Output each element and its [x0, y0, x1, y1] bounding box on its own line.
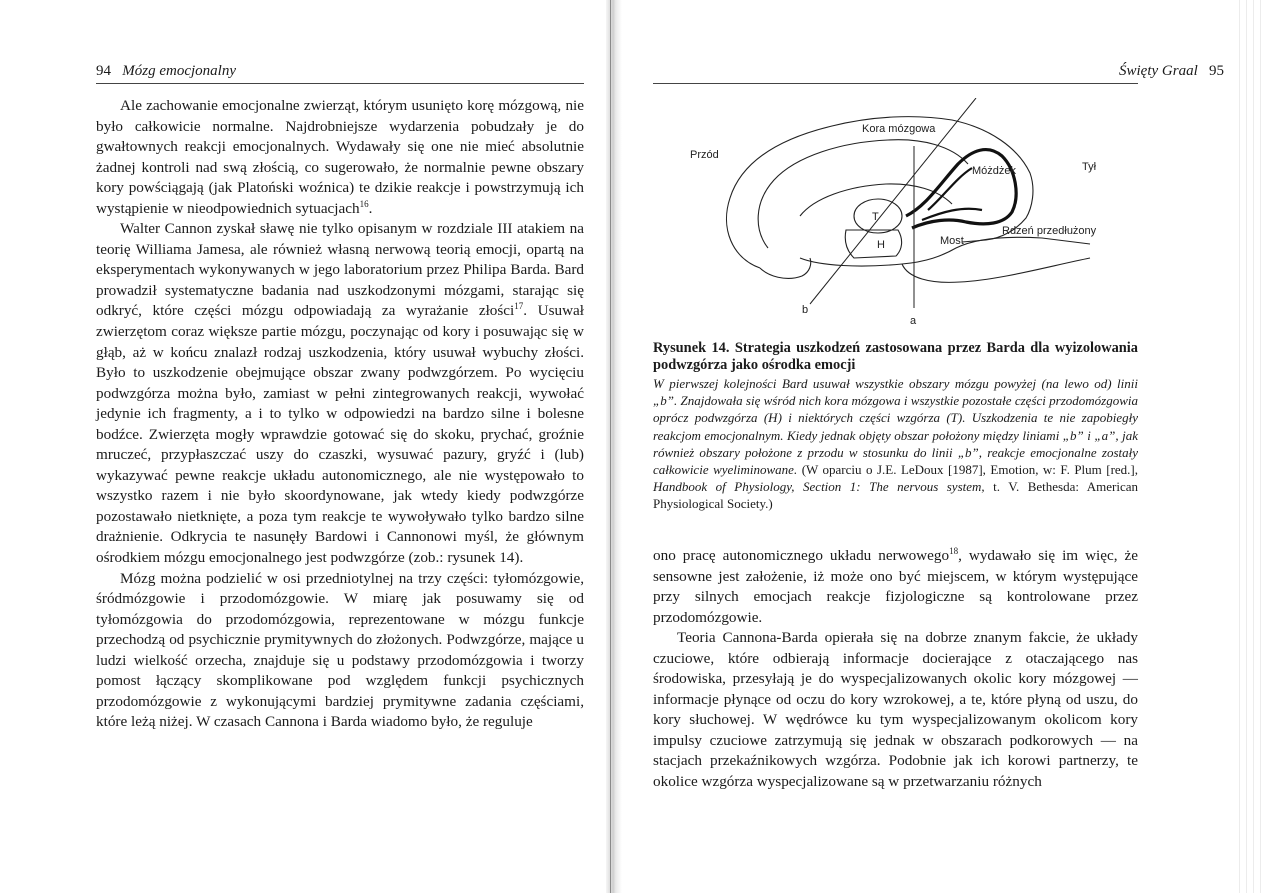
label-back: Tył	[1082, 161, 1097, 173]
caption-title: Rysunek 14. Strategia uszkodzeń zastosowana przez Barda dla wyizolowania podwzgórza jako ośrodka emocji	[653, 340, 1138, 373]
cerebellum-shape	[906, 150, 1016, 228]
caption-body	[653, 375, 1138, 513]
hypothalamus-outline	[845, 230, 901, 258]
right-paragraph-2: Teoria Cannona-Barda opierała się na dobrze znanym fakcie, że układy czuciowe, które odbierają informacje docierające z otaczającego nas środowiska, przesyłają je do wyspecjalizowanych okolic kory mózgowej — informacje płynące od oczu do kory wzrokowej, a te, które płyną od uszu, do kory słuchowej. W wędrówce ku tym wyspecjalizowanym okolicom kory impulsy czuciowe zatrzymują się jednak w obszarach podkorowych — na stacjach przekaźnikowych wzgórza. Podobnie jak ich korowi partnerzy, te okolice wzgórza wyspecjalizowane są w przetwarzaniu różnych	[653, 629, 1138, 791]
base-outline	[760, 258, 811, 278]
right-paragraph-1: ono pracę autonomicznego układu nerwowego$^{18}$, wydawało się im więc, że sensowne jest założenie, iż może ono być miejscem, w którym występujące przy silnych emocjach reakcje fizjologiczne są kontrolowane przez przodomózgowie.	[653, 545, 1138, 626]
right-page-number: 95	[1209, 63, 1224, 79]
label-hypothalamus: H	[877, 239, 885, 251]
left-page	[0, 0, 612, 893]
label-bridge: Most	[940, 235, 964, 247]
label-cortex: Kora mózgowa	[862, 123, 936, 135]
label-cerebellum: Móżdżek	[972, 165, 1017, 177]
label-medulla: Rdzeń przedłużony	[1002, 225, 1097, 237]
label-line-a: a	[910, 315, 917, 327]
right-body-text	[653, 546, 1138, 793]
label-thalamus: T	[872, 211, 879, 223]
footnote-ref: 18	[949, 545, 959, 556]
right-page	[612, 0, 1266, 893]
left-book-title: Mózg emocjonalny	[122, 63, 236, 79]
footnote-ref: 16	[359, 198, 369, 209]
cortex-inner-fold	[758, 140, 968, 248]
left-paragraph-3: Mózg można podzielić w osi przedniotylnej na trzy części: tyłomózgowie, śródmózgowie i przodomózgowie. W miarę jak posuwamy się od tyłomózgowia do przodomózgowia, reprezentowane w mózgu funkcje przechodzą od psychicznie prymitywnych do złożonych. Podwzgórze, mające u ludzi wielkość orzecha, znajduje się u podstawy przodomózgowia i tworzy pomost łączący skomplikowane pod względem funkcji psychicznych przodomózgowie z wykonującymi bardziej prymitywne zadania częściami, które leżą niżej. W czasach Cannona i Barda wiadomo było, że reguluje	[96, 569, 584, 731]
brain-diagram	[690, 98, 1130, 332]
footnote-ref: 17	[514, 301, 524, 312]
brain-diagram-figure	[690, 98, 1130, 332]
figure-caption	[653, 340, 1138, 513]
left-page-number: 94	[96, 63, 111, 79]
left-head-rule	[96, 83, 584, 84]
right-book-title: Święty Graal	[1119, 63, 1198, 79]
left-running-head	[96, 63, 236, 80]
caption-source-prefix: (W oparciu o J.E. LeDoux [1987], Emotion, w: F. Plum [red.],	[801, 462, 1139, 478]
pons-outline	[902, 258, 1090, 282]
right-head-rule	[653, 83, 1138, 84]
left-paragraph-2: Walter Cannon zyskał sławę nie tylko opisanym w rozdziale III atakiem na teorię Williama Jamesa, ale również własną nerwową teorią emocji, opartą na eksperymentach wykonywanych w jego laboratorium przez Philipa Barda. Bard prowadził systematyczne badania nad uszkodzonymi mózgami, starając się odkryć, które części mózgu odpowiadają za wyrażanie złości$^{17}$. Usuwał zwierzętom coraz większe partie mózgu, poczynając od kory i posuwając się w głąb, aż w końcu znalazł rodzaj uszkodzenia, który usuwał wybuchy złości. Było to uszkodzenie obejmujące obszar zwany podwzgórzem. Po wycięciu podwzgórza można było, zamiast w pełni zintegrowanych reakcji, wywołać jedynie ich fragmenty, a i to tylko w odpowiedzi na bardzo silne i bolesne bodźce. Zwierzęta mogły wprawdzie gotować się do skoku, prychać, groźnie mruczeć, przypłaszczać uszy do czaszki, wysuwać pazury, gryźć i (lub) wykazywać pewne reakcje układu autonomicznego, ale nie występowało to wszystko razem i nie było skoordynowane, jak wtedy kiedy podwzgórze pozostawało nietknięte, a poza tym reakcje te wywoływało tylko bardzo silne drażnienie. Odkrycia te nasunęły Bardowi i Cannonowi myśl, że głównym ośrodkiem mózgu emocjonalnego jest podwzgórze (zob.: rysunek 14).	[96, 220, 584, 567]
label-front: Przód	[690, 149, 719, 161]
left-body-text	[96, 96, 584, 733]
caption-source-suffix: t. V. Bethesda: American Physiological Society.)	[653, 479, 1139, 512]
caption-source-title: Handbook of Physiology, Section 1: The nervous system,	[653, 479, 985, 495]
left-paragraph-1: Ale zachowanie emocjonalne zwierząt, którym usunięto korę mózgową, nie było całkowicie normalne. Najdrobniejsze wydarzenia pobudzały je do gwałtownych reakcji emocjonalnych. Wydawały się one nie mieć absolutnie żadnej kontroli nad swą złością, co sugerowało, że normalnie pewne obszary kory powściągają (jak Platoński woźnica) te dzikie reakcje i powstrzymują ich wystąpienie w nieodpowiednich sytuacjach$^{16}$.	[96, 97, 584, 217]
label-line-b: b	[802, 304, 809, 316]
right-running-head	[1119, 63, 1224, 80]
caption-description: W pierwszej kolejności Bard usuwał wszystkie obszary mózgu powyżej (na lewo od) linii „b”. Znajdowała się wśród nich kora mózgowa i wszystkie pozostałe części przodomózgowia oprócz podwzgórza (H) i niektórych części wzgórza (T). Uszkodzenia te nie zapobiegły reakcjom emocjonalnym. Kiedy jednak objęty obszar położony między liniami „b” i „a”, jak również obszary położone z przodu w stosunku do linii „b”, reakcje emocjonalne zostały całkowicie wyeliminowane.	[653, 376, 1138, 478]
